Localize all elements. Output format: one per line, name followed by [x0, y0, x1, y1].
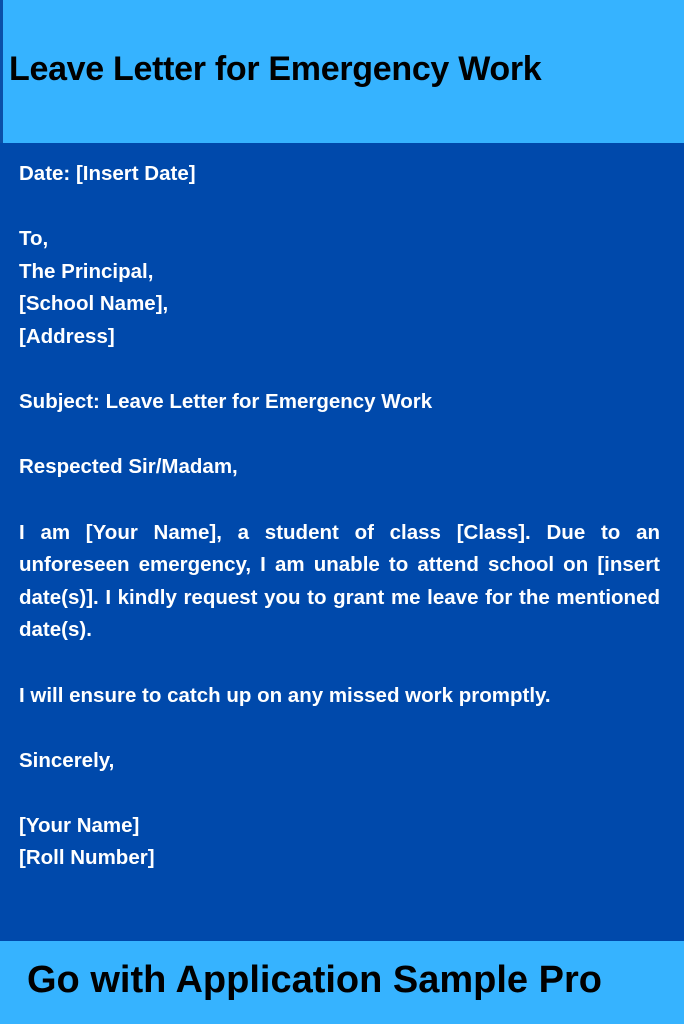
letter-closing: Sincerely,	[19, 748, 115, 772]
letter-body	[19, 158, 660, 875]
page-title: Leave Letter for Emergency Work	[9, 50, 542, 88]
header-banner	[0, 0, 684, 143]
footer-brand-text: Go with Application Sample Pro	[27, 959, 602, 1001]
letter-subject: Subject: Leave Letter for Emergency Work	[19, 390, 433, 414]
signature-roll-number: [Roll Number]	[19, 846, 155, 870]
letter-greeting: Respected Sir/Madam,	[19, 455, 238, 479]
recipient-address: [Address]	[19, 324, 115, 348]
recipient-block	[19, 223, 660, 353]
recipient-title: The Principal,	[19, 259, 154, 283]
letter-body-paragraph: I am [Your Name], a student of class [Class]. Due to an unforeseen emergency, I am unable to attend school on [insert date(s)]. I kindly request you to grant me leave for the mentioned date(s).	[19, 520, 660, 642]
footer-banner	[0, 941, 684, 1024]
recipient-to: To,	[19, 227, 49, 251]
letter-date: Date: [Insert Date]	[19, 162, 196, 185]
signature-block	[19, 810, 660, 875]
signature-name: [Your Name]	[19, 813, 140, 837]
letter-followup-paragraph: I will ensure to catch up on any missed work promptly.	[19, 683, 551, 707]
recipient-school: [School Name],	[19, 292, 169, 316]
